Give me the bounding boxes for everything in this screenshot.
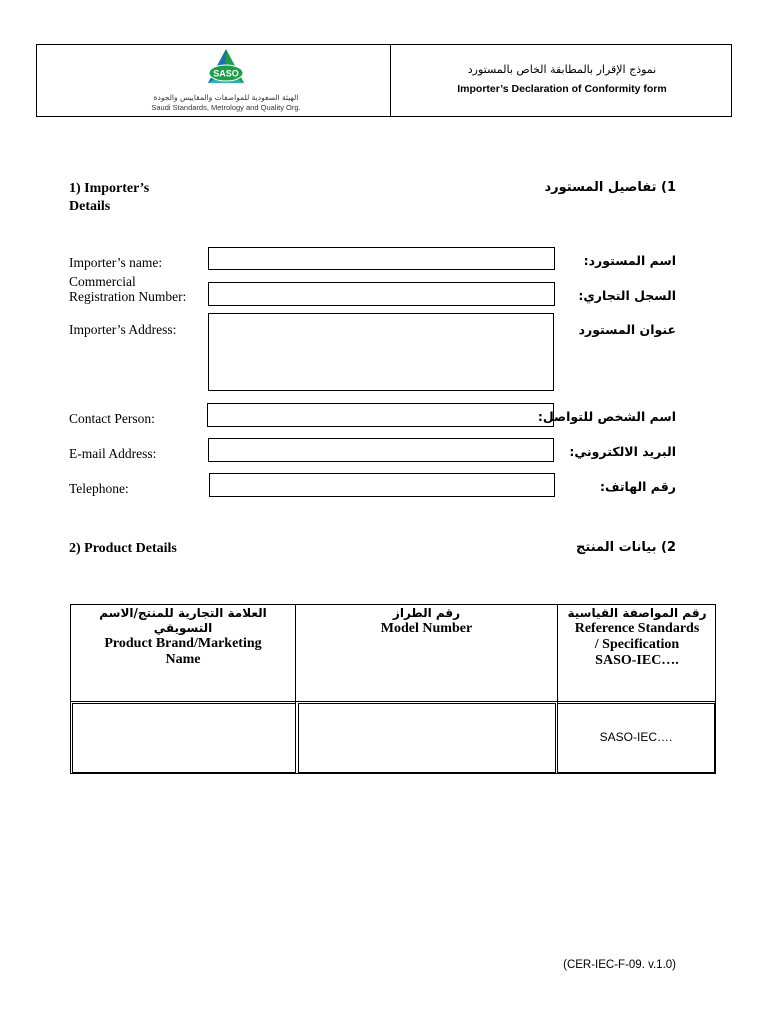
brand-header-en-line1: Product Brand/Marketing	[104, 636, 262, 651]
reference-header-en-line3: SASO-IEC….	[595, 653, 679, 668]
contact-person-field[interactable]	[207, 403, 554, 427]
brand-header-ar: العلامة التجارية للمنتج/الاسم التسويقي	[99, 606, 267, 635]
form-code: (CER-IEC-F-09. v.1.0)	[563, 959, 676, 971]
reference-cell-value: SASO-IEC….	[599, 730, 673, 744]
contact-person-label-ar: اسم الشخص للتواصل:	[537, 409, 676, 424]
table-header-divider	[70, 701, 716, 702]
brand-header-en-line2: Name	[165, 652, 201, 667]
section1-title-en-line1: 1) Importer’s	[69, 181, 150, 196]
commercial-registration-field[interactable]	[208, 282, 555, 306]
header-divider	[390, 44, 391, 117]
form-title-ar: نموذج الإقرار بالمطابقة الخاص بالمستورد	[467, 63, 657, 76]
section1-title-ar: 1) تفاصيل المستورد	[544, 180, 676, 195]
section2-title-ar: 2) بيانات المنتج	[576, 540, 676, 555]
form-title-en: Importer’s Declaration of Conformity form	[457, 83, 667, 95]
commercial-registration-label-ar: السجل التجاري:	[578, 288, 676, 303]
header-box	[36, 44, 732, 117]
reference-header-ar: رقم المواصفة القياسية	[567, 606, 707, 620]
commercial-registration-label	[69, 274, 186, 304]
reference-header-en-line1: Reference Standards	[574, 621, 700, 636]
logo-text: SASO	[213, 68, 239, 79]
importer-address-label: Importer’s Address:	[69, 322, 177, 337]
section2-title-en: 2) Product Details	[69, 541, 177, 556]
org-name-ar: الهيئة السعودية للمواصفات والمقاييس والجودة	[153, 93, 299, 102]
model-header-ar: رقم الطراز	[392, 606, 461, 620]
importer-name-field[interactable]	[208, 247, 555, 270]
email-address-label: E-mail Address:	[69, 446, 157, 461]
brand-column-header	[72, 606, 294, 668]
reference-header-en-line2: / Specification	[594, 637, 680, 652]
importer-name-label: Importer’s name:	[69, 255, 163, 270]
brand-cell-field[interactable]	[72, 703, 296, 773]
org-name-en: Saudi Standards, Metrology and Quality Org.	[151, 103, 301, 112]
email-address-label-ar: البريد الالكتروني:	[569, 444, 676, 459]
importer-address-label-ar: عنوان المستورد	[578, 322, 676, 337]
commercial-registration-label-line2: Registration Number:	[69, 289, 187, 304]
telephone-field[interactable]	[209, 473, 555, 497]
commercial-registration-label-line1: Commercial	[69, 274, 136, 289]
contact-person-label: Contact Person:	[69, 411, 155, 426]
model-column-header	[297, 606, 556, 637]
saso-logo-icon	[144, 47, 314, 93]
section1-title-en-line2: Details	[69, 199, 111, 214]
reference-column-header	[559, 606, 715, 669]
telephone-label: Telephone:	[69, 481, 129, 496]
importer-address-field[interactable]	[208, 313, 554, 391]
model-cell-field[interactable]	[298, 703, 556, 773]
telephone-label-ar: رقم الهاتف:	[599, 479, 676, 494]
section1-title-en	[69, 180, 149, 216]
model-header-en-line1: Model Number	[380, 621, 473, 636]
email-address-field[interactable]	[208, 438, 554, 462]
importer-name-label-ar: اسم المستورد:	[583, 253, 676, 268]
saso-logo	[144, 47, 314, 115]
